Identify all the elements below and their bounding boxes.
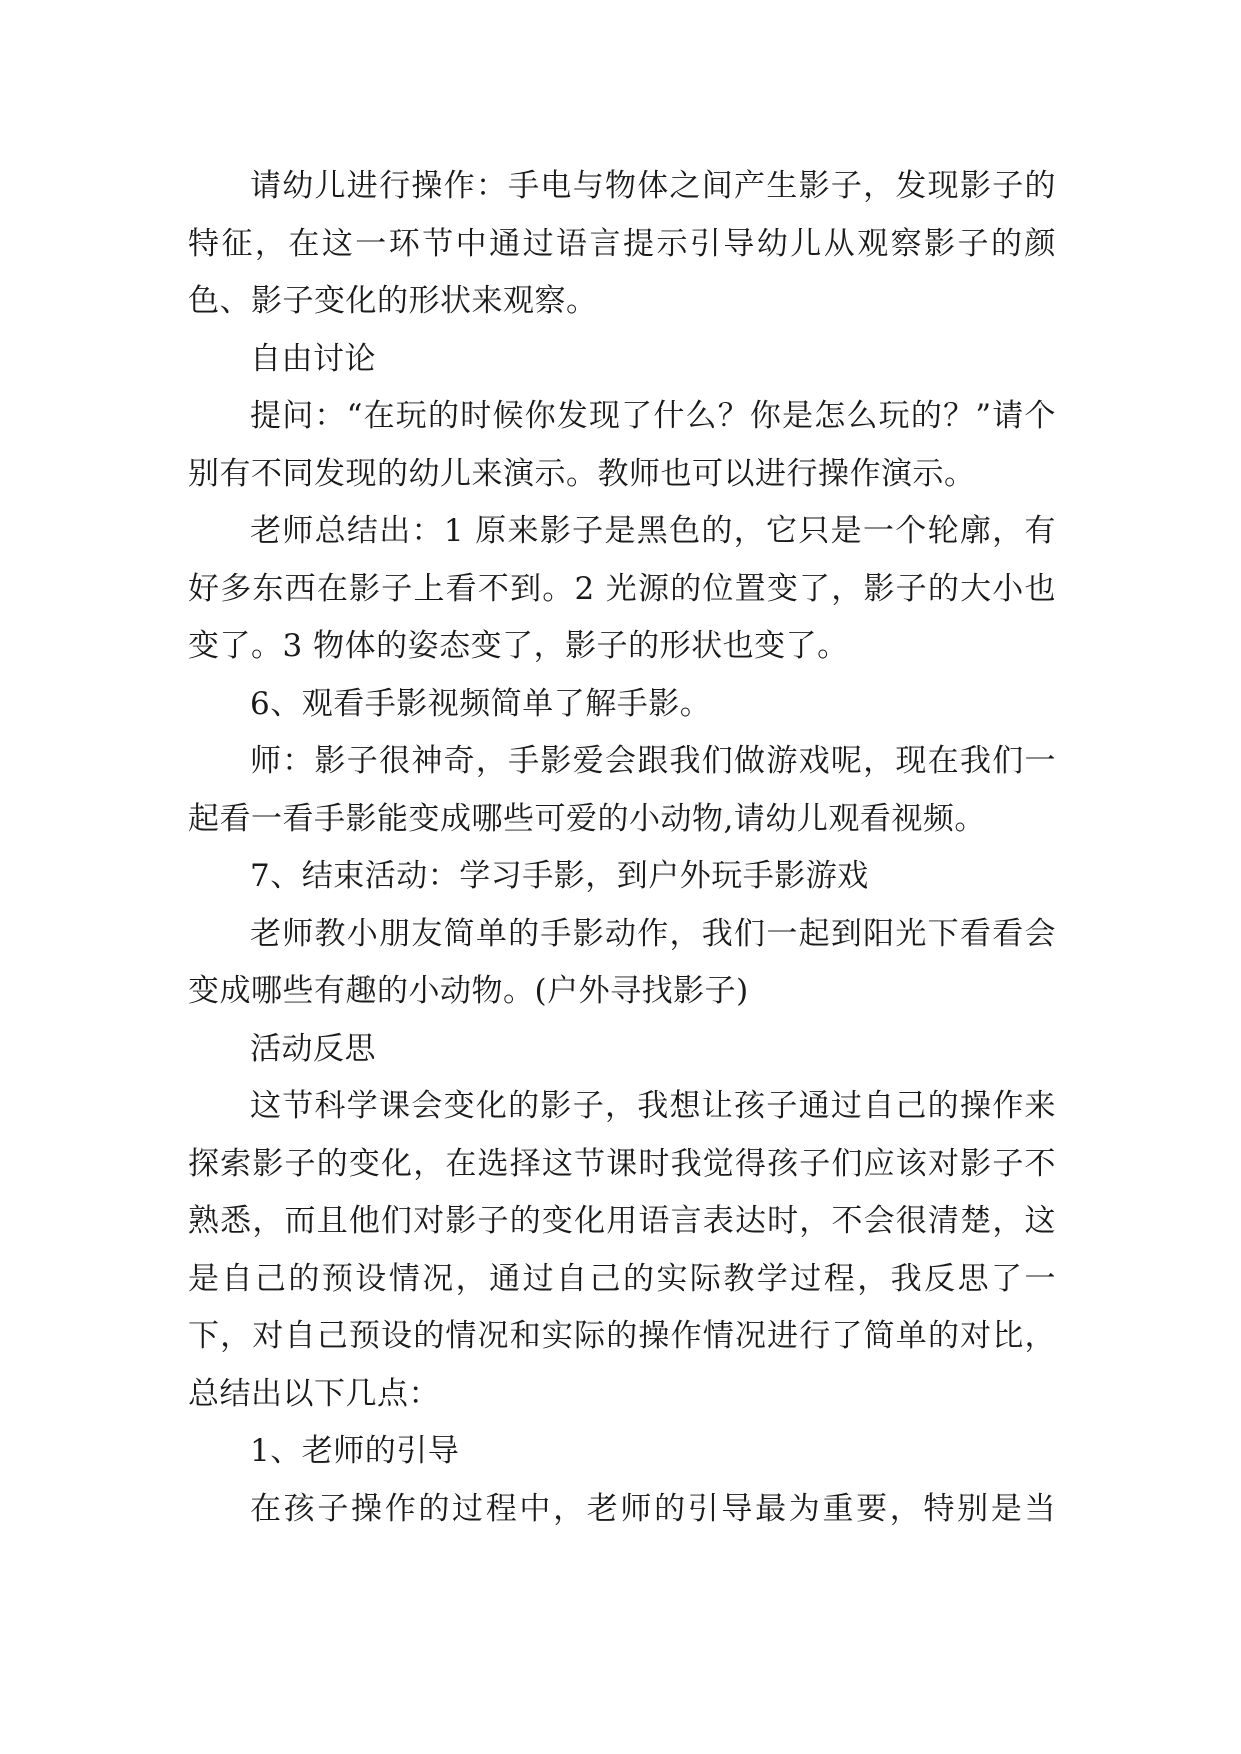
paragraph-teacher-summary: 老师总结出：1 原来影子是黑色的，它只是一个轮廓，有好多东西在影子上看不到。2 光源的位置变了，影子的大小也变了。3 物体的姿态变了，影子的形状也变了。 <box>188 513 1056 664</box>
paragraph-reflection: 这节科学课会变化的影子，我想让孩子通过自己的操作来探索影子的变化，在选择这节课时我觉得孩子们应该对影子不熟悉，而且他们对影子的变化用语言表达时，不会很清楚，这是自己的预设情况，通过自己的实际教学过程，我反思了一下，对自己预设的情况和实际的操作情况进行了简单的对比，总结出以下几点： <box>188 1088 1056 1412</box>
paragraph-hand-shadow: 老师教小朋友简单的手影动作，我们一起到阳光下看看会变成哪些有趣的小动物。(户外寻找影子) <box>188 915 1056 1009</box>
step-7-heading: 7、结束活动：学习手影，到户外玩手影游戏 <box>250 858 869 894</box>
paragraph-question: 提问：“在玩的时候你发现了什么？你是怎么玩的？”请个别有不同发现的幼儿来演示。教师也可以进行操作演示。 <box>188 398 1056 492</box>
point-1-heading: 1、老师的引导 <box>250 1433 460 1469</box>
step-6-heading: 6、观看手影视频简单了解手影。 <box>250 685 712 722</box>
heading-free-discussion: 自由讨论 <box>250 340 376 377</box>
paragraph-guidance: 在孩子操作的过程中，老师的引导最为重要，特别是当 <box>250 1490 1056 1527</box>
paragraph-operation: 请幼儿进行操作：手电与物体之间产生影子，发现影子的特征，在这一环节中通过语言提示引导幼儿从观察影子的颜色、影子变化的形状来观察。 <box>188 168 1056 319</box>
paragraph-teacher-intro: 师：影子很神奇，手影爱会跟我们做游戏呢，现在我们一起看一看手影能变成哪些可爱的小动物,请幼儿观看视频。 <box>188 743 1056 837</box>
heading-reflection: 活动反思 <box>250 1030 376 1067</box>
document-body <box>188 158 1056 1538</box>
